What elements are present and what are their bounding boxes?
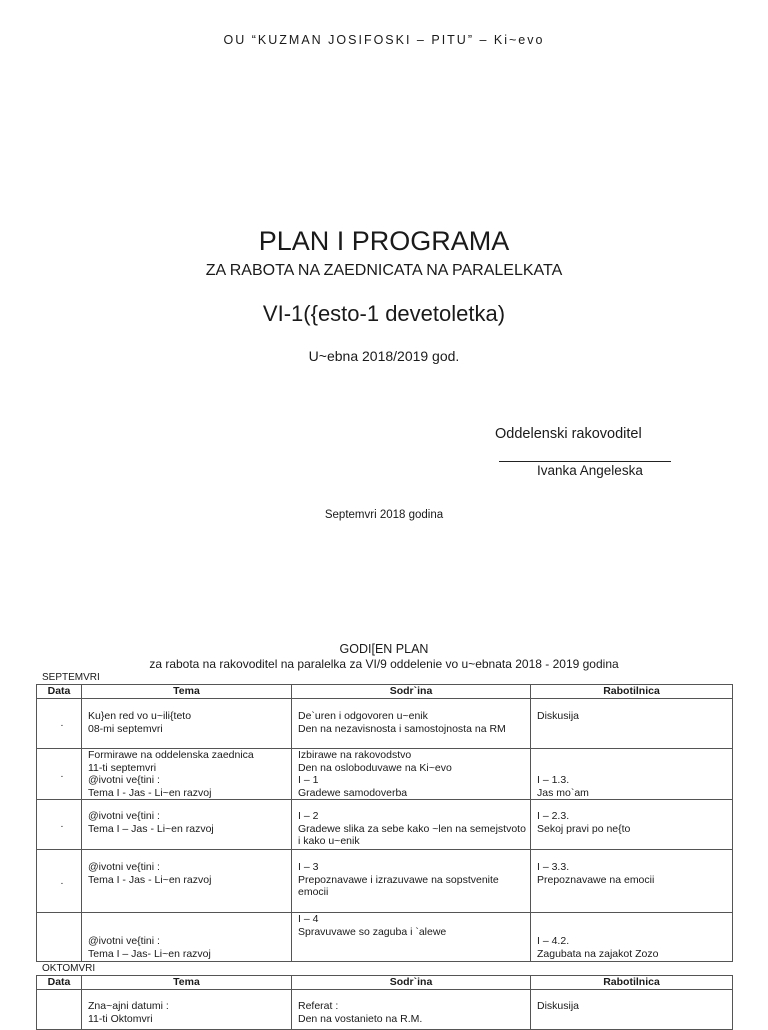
cell-line: Prepoznavawe na emocii [537,873,655,886]
document-title: PLAN I PROGRAMA [258,226,510,256]
cell-line: I – 4 [298,913,319,925]
cell-rabotilnica [531,800,733,850]
cell-line: I – 2.3. [537,810,570,822]
cell-line: Ku}en red vo u~ili{teto [88,710,192,722]
column-header-tema: Tema [82,685,292,699]
cell-line: Den na vostanieto na R.M. [298,1012,423,1025]
cell-line: De`uren i odgovoren u~enik [298,710,428,722]
cell-data: . [37,850,82,913]
column-header-tema: Tema [82,976,292,990]
cell-data: . [37,699,82,749]
signature-line [499,461,671,462]
table-header-row [37,685,733,699]
cell-line: @ivotni ve{tini : [88,935,160,947]
cell-line: 11-ti septemvri [88,761,157,774]
cell-rabotilnica [531,749,733,800]
cell-line: Tema I – Jas- Li~en razvoj [88,947,211,960]
cell-data: . [37,749,82,800]
cell-line: I – 1 [298,774,319,786]
cell-line: Zagubata na zajakot Zozo [537,947,659,960]
cell-line: Sekoj pravi po ne{to [537,822,631,835]
document-date: Septemvri 2018 godina [324,509,444,521]
cell-line: Prepoznavawe i izrazuvawe na sopstvenite emocii [298,873,499,898]
cell-sodrzina [292,913,531,962]
cell-rabotilnica [531,913,733,962]
cell-line: Spravuvawe so zaguba i `alewe [298,925,447,938]
column-header-sodrzina: Sodr`ina [292,685,531,699]
column-header-rabotilnica: Rabotilnica [531,685,733,699]
cell-line: Referat : [298,1000,339,1012]
cell-line: @ivotni ve{tini : [88,774,160,786]
cell-tema [82,800,292,850]
table-header-row [37,976,733,990]
cell-line: @ivotni ve{tini : [88,861,160,873]
cell-line: Gradewe samodoverba [298,786,408,799]
cell-line: I – 1.3. [537,774,570,786]
column-header-rabotilnica: Rabotilnica [531,976,733,990]
cell-line: I – 3 [298,861,319,873]
plan-table-oktomvri [36,975,733,1030]
cell-line: Tema I – Jas - Li~en razvoj [88,822,214,835]
cell-line: Gradewe slika za sebe kako ~len na semejstvoto i kako u~enik [298,822,526,847]
cell-line: Formirawe na oddelenska zaednica [88,749,254,761]
cell-tema [82,913,292,962]
cell-line: Diskusija [537,1000,580,1012]
school-name: OU “KUZMAN JOSIFOSKI – PITU” – Ki~evo [223,33,545,47]
cell-line: @ivotni ve{tini : [88,810,160,822]
cell-line: I – 3.3. [537,861,570,873]
cell-line: Izbirawe na rakovodstvo [298,749,412,761]
cell-tema [82,850,292,913]
cell-line: Jas mo`am [537,786,589,799]
cell-line: Tema I - Jas - Li~en razvoj [88,786,212,799]
cell-line: Tema I - Jas - Li~en razvoj [88,873,212,886]
plan-table-septemvri [36,684,733,962]
table-row [37,699,733,749]
document-subtitle: ZA RABOTA NA ZAEDNICATA NA PARALELKATA [205,262,563,279]
class-line: VI-1({esto-1 devetoletka) [262,301,506,326]
cell-line: Den na nezavisnosta i samostojnosta na RM [298,722,506,735]
cell-line: Diskusija [537,710,580,722]
plan-subtitle: za rabota na rakovoditel na paralelka za VI/9 oddelenie vo u~ebnata 2018 - 2019 godina [149,657,619,671]
table-row [37,850,733,913]
school-year: U~ebna 2018/2019 god. [308,348,460,364]
cell-sodrzina [292,850,531,913]
cell-data [37,913,82,962]
cell-rabotilnica [531,850,733,913]
month-label-septemvri: SEPTEMVRI [42,672,100,683]
cell-line: I – 4.2. [537,935,570,947]
cell-line: 08-mi septemvri [88,722,163,735]
teacher-role: Oddelenski rakovoditel [495,426,642,442]
table-row [37,800,733,850]
table-row [37,913,733,962]
plan-title: GODI[EN PLAN [339,642,429,656]
cell-sodrzina [292,800,531,850]
column-header-data: Data [37,685,82,699]
cell-tema [82,749,292,800]
cell-rabotilnica [531,699,733,749]
cell-data: . [37,800,82,850]
cell-line: 11-ti Oktomvri [88,1012,153,1025]
cell-line: Zna~ajni datumi : [88,1000,169,1012]
cell-tema [82,699,292,749]
month-label-oktomvri: OKTOMVRI [42,963,96,974]
cell-line: Den na osloboduvawe na Ki~evo [298,761,452,774]
column-header-data: Data [37,976,82,990]
cell-line: I – 2 [298,810,319,822]
cell-sodrzina [292,699,531,749]
table-row [37,749,733,800]
cell-sodrzina [292,749,531,800]
teacher-name: Ivanka Angeleska [537,463,643,478]
column-header-sodrzina: Sodr`ina [292,976,531,990]
